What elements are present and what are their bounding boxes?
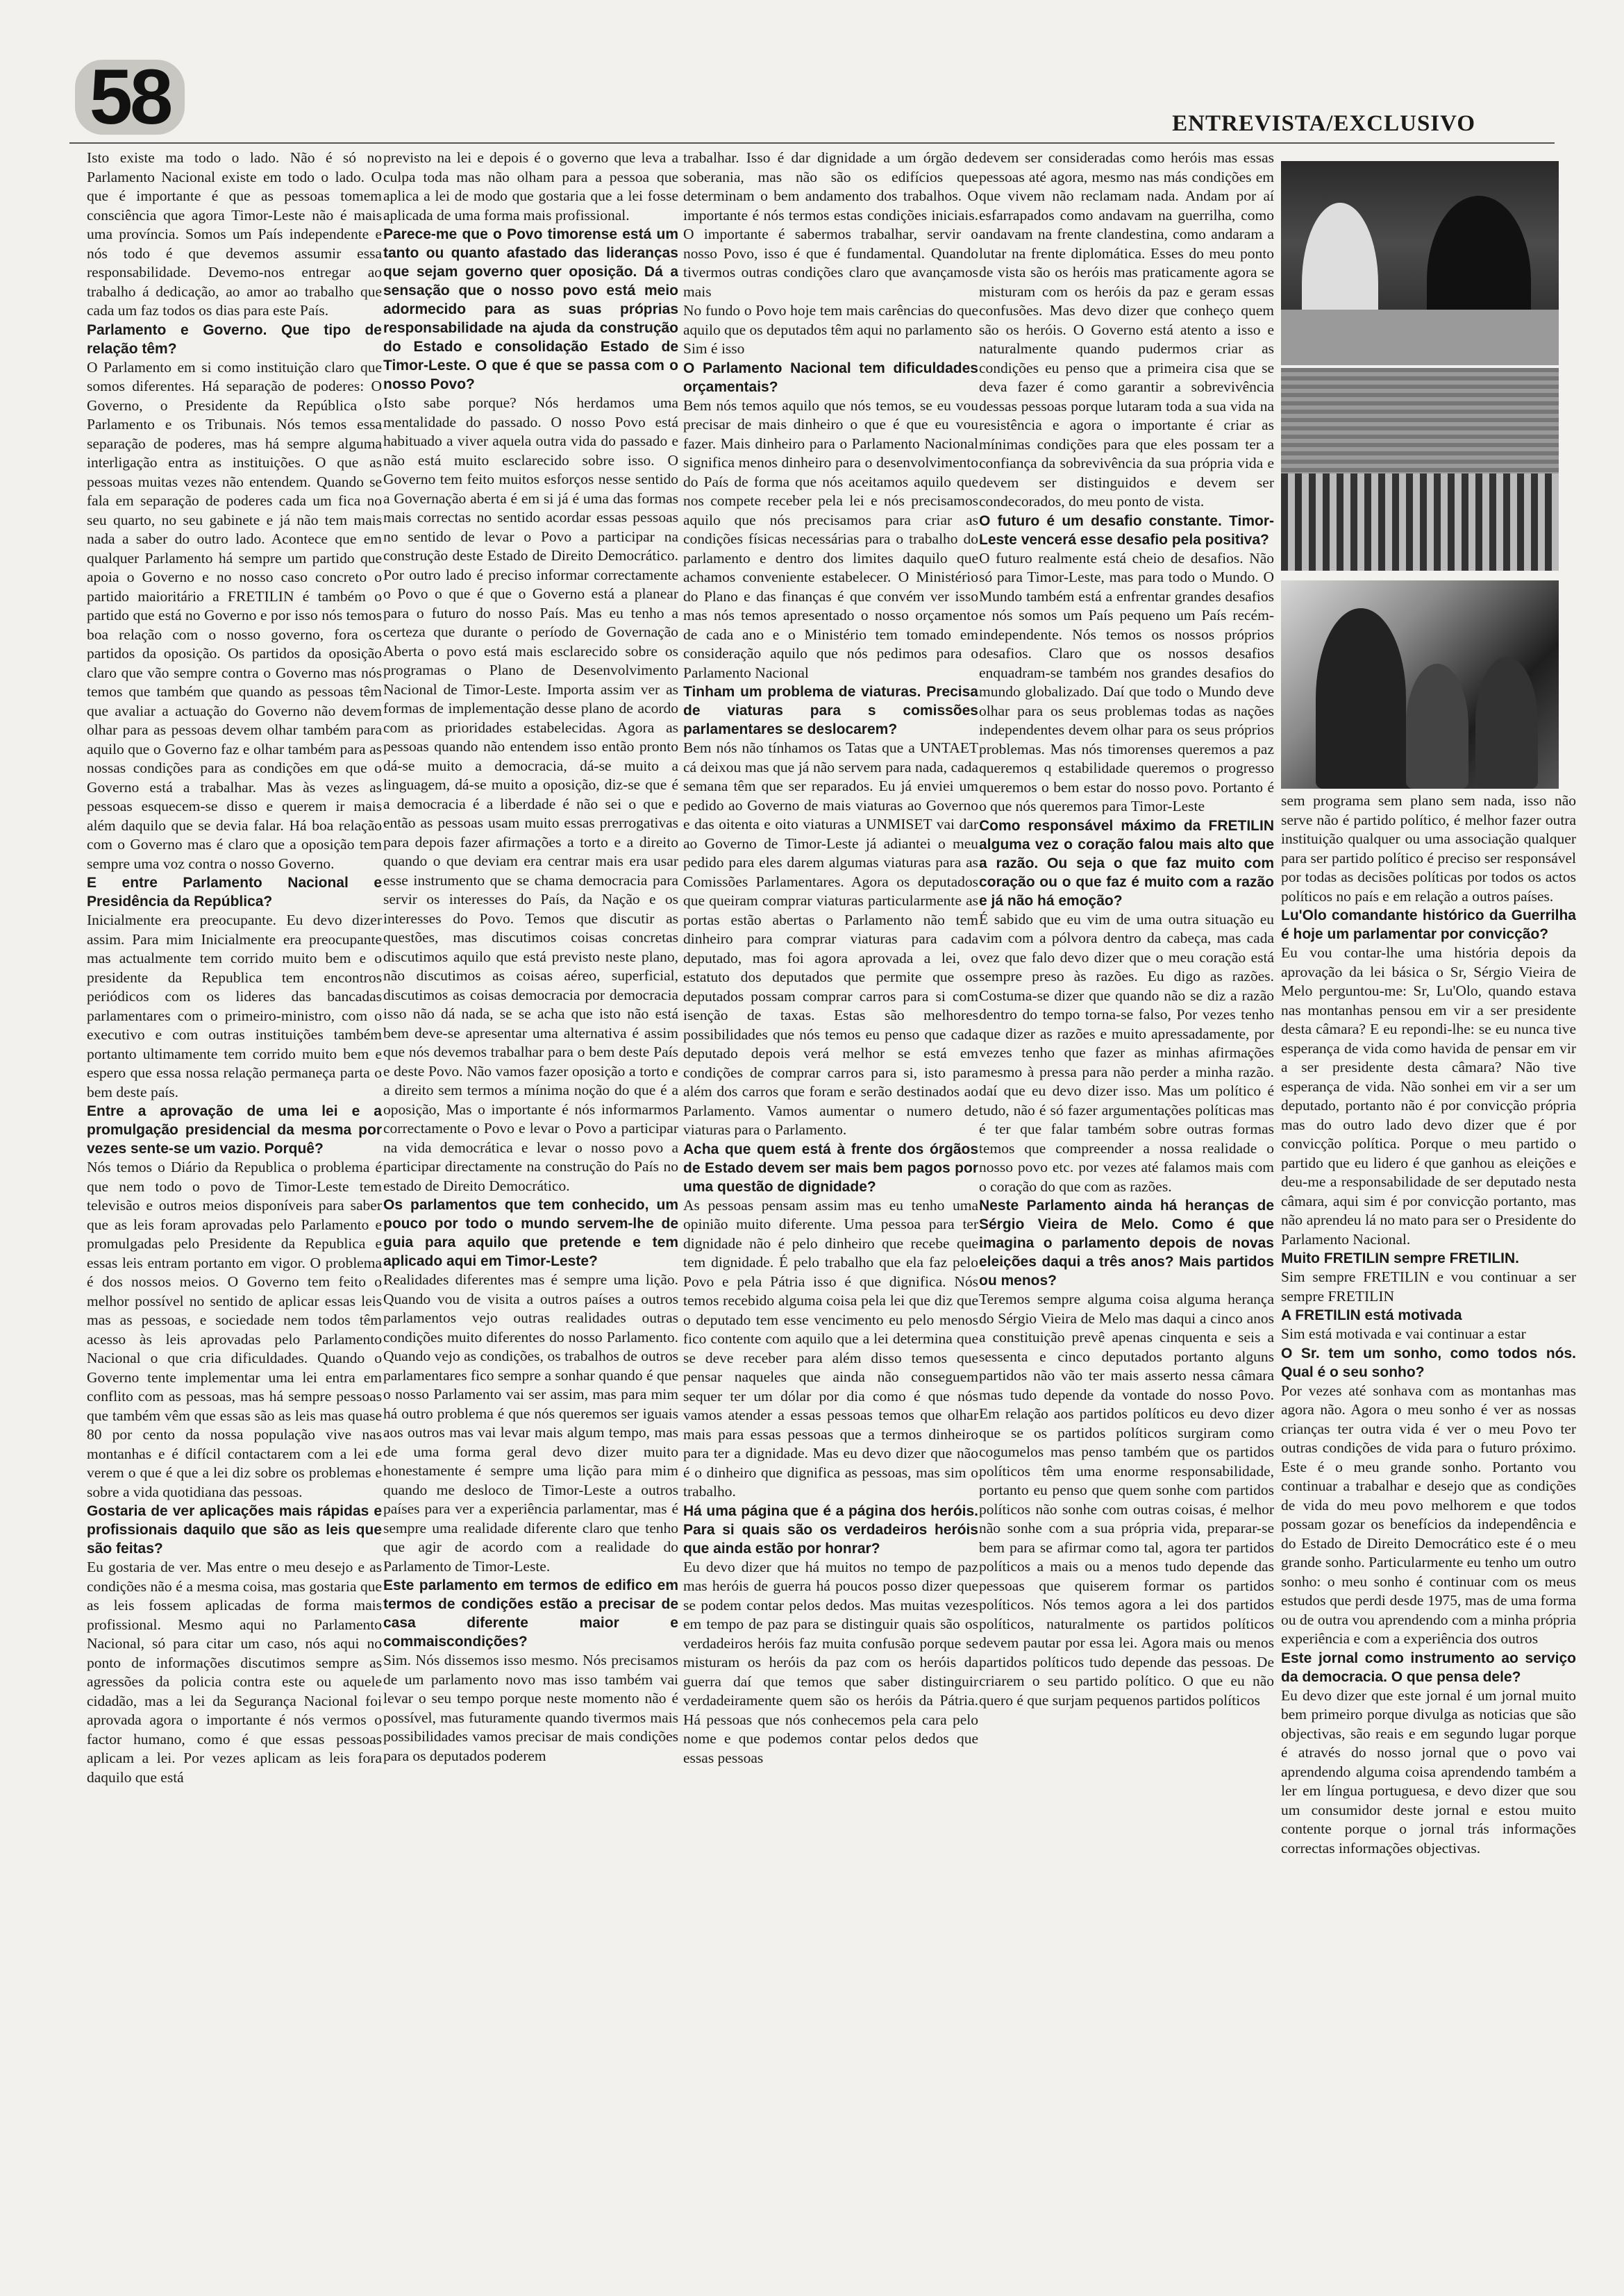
interview-question: Entre a aprovação de uma lei e a promulgação presidencial da mesma por vezes sente-se um vazio. Porquê? [87, 1103, 382, 1157]
interview-answer: Sim está motivada e vai continuar a estar [1281, 1325, 1526, 1342]
interview-question: Este parlamento em termos de edifico em termos de condições estão a precisar de casa diferente maior e commaiscondições? [383, 1577, 678, 1650]
article-column-1 [87, 149, 382, 2231]
interview-answer: O futuro realmente está cheio de desafios. Não só para Timor-Leste, mas para todo o Mundo. O Mundo também está a enfrentar grandes desafios e nós somos um País pequeno um País recém-independente. Nós temos os nossos próprios desafios. Claro que os nossos desafios enquadram-se também nos grandes desafios do mundo globalizado. Daí que todo o Mundo deve olhar para os seus problemas todas as nações independentes devem olhar para os seus próprios problemas. Mas nós timorenses queremos a paz queremos q estabilidade queremos o progresso queremos o bem estar do nosso povo. Portanto é o que nós queremos para Timor-Leste [979, 549, 1274, 814]
interview-question: Tinham um problema de viaturas. Precisa de viaturas para s comissões parlamentares se deslocarem? [683, 684, 978, 737]
interview-question: Há uma página que é a página dos heróis. Para si quais são os verdadeiros heróis que ainda estão por honrar? [683, 1502, 978, 1557]
interview-question: Este jornal como instrumento ao serviço da democracia. O que pensa dele? [1281, 1650, 1576, 1685]
interview-question: Neste Parlamento ainda há heranças de Sérgio Vieira de Melo. Como é que imagina o parlamento depois de novas eleições daqui a três anos? Mais partidos ou menos? [979, 1198, 1274, 1289]
interview-answer: Realidades diferentes mas é sempre uma lição. Quando vou de visita a outros países a outros parlamentos vejo outras realidades outras condições muito diferentes do nosso Parlamento. Quando vejo as condições, os trabalhos de outros parlamentares fico sempre a sonhar quando é que o nosso Parlamento vai ser assim, mas para mim há outro problema é que nós queremos ser iguais aos outros mas vai levar mais algum tempo, mas de uma forma geral devo dizer muito honestamente é sempre uma lição para mim quando me desloco de Timor-Leste a outros países para ver a experiência parlamentar, mas é sempre uma realidade diferente claro que tenho que agir de acordo com a realidade do Parlamento de Timor-Leste. [383, 1271, 678, 1575]
interview-answer: Sim sempre FRETILIN e vou continuar a ser sempre FRETILIN [1281, 1268, 1576, 1305]
photo-parliament-chamber [1281, 368, 1559, 571]
photo-chamber-seats [1281, 474, 1559, 571]
interview-question: A FRETILIN está motivada [1281, 1307, 1462, 1323]
interview-question: Lu'Olo comandante histórico da Guerrilha é hoje um parlamentar por convicção? [1281, 907, 1576, 942]
photo-figure-right [1475, 657, 1538, 789]
header-rule [69, 142, 1555, 144]
interview-question: Acha que quem está à frente dos órgãos de Estado devem ser mais bem pagos por uma questão de dignidade? [683, 1141, 978, 1195]
interview-answer: sem programa sem plano sem nada, isso não serve não é partido político, é melhor fazer outra instituição qualquer ou uma associação qualquer para ser partido político é preciso ser responsável por todas as decisões políticas por todos os actos políticos no país e em relação a outros países. [1281, 792, 1576, 905]
interview-answer: Por vezes até sonhava com as montanhas mas agora não. Agora o meu sonho é ver as nossas crianças ter outra vida é ver o meu Povo ter outras condições de vida para o futuro próximo. Este é o meu grande sonho. Portanto vou continuar a trabalhar e desejo que as condições de vida do meu povo melhorem e que todos possam gozar os benefícios da independência e do Estado de Direito Democrático este é o meu grande sonho. Particularmente eu tenho um outro sonho: o meu sonho é continuar com os meus estudos que perdi desde 1975, mas de uma forma ou de outra vou aprendendo com a minha própria experiência e com a experiência dos outros [1281, 1382, 1576, 1647]
interview-answer: Sim é isso [683, 340, 745, 357]
interview-question: Como responsável máximo da FRETILIN alguma vez o coração falou mais alto que a razão. Ou seja o que faz muito com coração ou o que faz é muito com a razão e já não há emoção? [979, 817, 1274, 909]
photo-figure-sunglasses [1316, 608, 1406, 789]
interview-answer: Eu gostaria de ver. Mas entre o meu desejo e as condições não é a mesma coisa, mas gostaria que as leis fossem aplicadas de forma mais profissional. Mesmo aqui no Parlamento Nacional, só para citar um caso, nós aqui no ponto de informações discutimos sempre as agressões da policia contra este ou aquele cidadão, mas a lei da Segurança Nacional foi aprovada agora o importante é nós vermos o factor humano, como é que essas pessoas aplicam a lei. Por vezes aplicam as leis fora daquilo que está [87, 1559, 382, 1786]
interview-answer: Eu devo dizer que este jornal é um jornal muito bem primeiro porque divulga as noticias que são objectivas, são reais e em segundo lugar porque é através do nosso jornal que o povo vai aprendendo alguma coisa aprendendo também a ler em língua portuguesa, e devo dizer que sou um consumidor deste jornal e estou muito contente porque o jornal trás informações correctas informações objectivas. [1281, 1686, 1576, 1857]
section-label: ENTREVISTA/EXCLUSIVO [1172, 111, 1475, 136]
interview-answer: Isto existe ma todo o lado. Não é só no Parlamento Nacional existe em todo o lado. O que é importante é que as pessoas tomem consciência que agora Timor-Leste não é mais uma província. Somos um País independente e nós todo é que devemos assumir essa responsabilidade. Devemo-nos entregar ao trabalho á dedicação, ao amor ao trabalho que cada um faz todos os dias para este País. [87, 149, 382, 319]
article-column-2 [383, 149, 678, 2231]
photo-figure-center [1406, 664, 1468, 789]
interview-question: O futuro é um desafio constante. Timor-Leste vencerá esse desafio pela positiva? [979, 512, 1274, 548]
article-column-5 [1281, 791, 1576, 2229]
photo-two-men-at-desk [1281, 161, 1559, 365]
interview-answer: devem ser consideradas como heróis mas essas pessoas até agora, mesmo nas más condições em que vivem não reclamam nada. Andam por aí esfarrapados como andavam na guerrilha, como andavam na frente clandestina, como andaram a lutar na frente diplomática. Esses do meu ponto de vista são os heróis mas praticamente agora se misturam com os heróis da paz e geram essas confusões. Mas devo dizer que conheço quem são os heróis. O Governo está atento a isso e naturalmente quando pudermos criar as condições eu penso que a primeira cisa que se deva fazer é como garantir a sobrevivência dessas pessoas porque lutaram toda a sua vida na resistência e agora o importante é criar as mínimas condições para que eles possam ter a confiança da sobrevivência da sua própria vida e devem ser distinguidos e devem ser condecorados, do meu ponto de vista. [979, 149, 1274, 510]
interview-question: O Sr. tem um sonho, como todos nós. Qual é o seu sonho? [1281, 1345, 1576, 1380]
interview-question: O Parlamento Nacional tem dificuldades orçamentais? [683, 360, 978, 395]
interview-answer: O Parlamento em si como instituição claro que somos diferentes. Há separação de poderes: O Governo, o Presidente da República o Parlamento e os Tribunais. Nós temos essa separação de poderes, mas há sempre alguma interligação entra as instituições. O que as pessoas muitas vezes não entendem. Quando se fala em separação de poderes cada um fica no seu quarto, no seu gabinete e já não tem mais nada a saber do outro lado. Acontece que em qualquer Parlamento há sempre um partido que apoia o Governo e no nosso caso concreto o partido maioritário a FRETILIN é também o partido que está no Governo e por isso nós temos boa relação com o nosso governo, fora os partidos da oposição. Os partidos da oposição claro que vão sempre contra o Governo mas nós temos que também que quando as pessoas têm que avaliar a actuação do Governo não devem olhar para as pessoas devem olhar também para aquilo que o Governo faz e olhar também para as nossas condições para as condições em que o Governo está a trabalhar. Mas às vezes as pessoas esquecem-se disso e querem ir mais além daquilo que se devia falar. Há boa relação com o Governo mas é claro que a oposição tem sempre uma voz contra o nosso Governo. [87, 358, 382, 872]
interview-answer: As pessoas pensam assim mas eu tenho uma opinião muito diferente. Uma pessoa para ter dignidade não é pelo dinheiro que recebe que tem dignidade. É pelo trabalho que ela faz pelo Povo e pela Pátria isso é que dignifica. Nós temos recebido alguma coisa pela lei que diz que o deputado tem esse vencimento eu pelo menos fico contente com aquilo que a lei determina que se deve receber para além disso temos que pensar naqueles que ainda não conseguem sequer ter um dólar por dia como é que nós vamos atender a essas pessoas temos que olhar mais para essas pessoas que a termos dinheiro para ter a dignidade. Mas eu devo dizer que não é o dinheiro que dignifica as pessoas, mas sim o trabalho. [683, 1196, 978, 1500]
interview-answer: Bem nós não tínhamos os Tatas que a UNTAET cá deixou mas que já não servem para nada, cada semana têm que ser reparados. Eu já enviei um pedido ao Governo de mais viaturas ao Governo e das oitenta e oito viaturas a UNMISET vai dar ao Governo de Timor-Leste já adiantei o meu pedido para eles darem algumas viaturas para as Comissões Parlamentares. Agora os deputados que queiram comprar viaturas particularmente as portas estão abertas o Parlamento não tem dinheiro para comprar viaturas para cada deputado, mas foi agora aprovada a lei, o estatuto dos deputados que permite que os deputados possam comprar carros para si com isenção de taxas. Estas são melhores possibilidades que nós temos eu penso que cada deputado depois verá melhor se está em condições de comprar carros para si, isto para além dos carros que foram e serão destinados ao Parlamento. Vamos aumentar o numero de viaturas para o Parlamento. [683, 739, 978, 1138]
page-number: 58 [75, 60, 185, 135]
interview-question: Muito FRETILIN sempre FRETILIN. [1281, 1250, 1520, 1266]
interview-answer: É sabido que eu vim de uma outra situação eu vim com a pólvora dentro da cabeça, mas cada vez que falo devo dizer que o meu coração está sempre preso às razões. Eu digo as razões. Costuma-se dizer que quando não se diz a razão dentro do tempo torna-se falso, Por vezes tenho que dizer as razões e muito apressadamente, por vezes tenho que fazer as minhas afirmações mesmo à pressa para não perder a minha razão. daí que eu devo dizer isso. Mas um político é tudo, não é só fazer argumentações políticas mas é ter que falar também sobre outras formas temos que compreender a nossa realidade o nosso povo etc. por vezes até falamos mais com o coração do que com as razões. [979, 910, 1274, 1195]
interview-answer: Isto sabe porque? Nós herdamos uma mentalidade do passado. O nosso Povo está habituado a viver aquela outra vida do passado e não está muito esclarecido sobre isso. O Governo tem feito muitos esforços nesse sentido a Governação aberta é em si já é uma das formas mais correctas no sentido acordar essas pessoas no sentido de levar o Povo a participar na construção deste Estado de Direito Democrático. Por outro lado é preciso informar correctamente o Povo o que é que o Governo está a planear para o futuro do nosso País. Mas eu tenho a certeza que durante o período de Governação Aberta o povo está mais esclarecido sobre os programas o Plano de Desenvolvimento Nacional de Timor-Leste. Importa assim ver as formas de implementação desse plano de acordo com as prioridades estabelecidas. Agora as pessoas quando não entendem isso então pronto dá-se muito a democracia, dá-se muito a linguagem, dá-se muito a oposição, diz-se que é a democracia é a liberdade é não sei o que e então as pessoas usam muito essas prerrogativas para depois fazer afirmações a torto e a direito quando o que deviam era centrar mais era usar esse instrumento que se chama democracia para servir os interesses do País, da Nação e os interesses do Povo. Temos que discutir as questões, mas discutimos coisas concretas discutimos aquilo que está previsto neste plano, não discutimos as coisas aéreo, superficial, discutimos as coisas democracia por democracia isso não dá nada, se se acha que isto não está bem deve-se apresentar uma alternativa é assim que nós devemos trabalhar para o bem deste País e deste Povo. Não vamos fazer oposição a torto e a direito sem termos a mínima noção do que é a oposição, Mas o importante é nós informarmos correctamente o Povo e levar o Povo a participar na vida democrática e levar o nosso povo a participar directamente na construção do País no estado de Direito Democrático. [383, 394, 678, 1194]
interview-question: Parlamento e Governo. Que tipo de relação têm? [87, 321, 382, 357]
interview-answer: Eu vou contar-lhe uma história depois da aprovação da lei básica o Sr, Sérgio Vieira de Melo perguntou-me: Sr, Lu'Olo, quando estava nas montanhas pensou em vir a ser presidente desta câmara? E eu repondi-lhe: se eu nunca tive esperança de vida como havida de pensar em vir a ser presidente desta câmara? Não tive esperança de vida. Não sonhei em vir a ser um deputado, portanto não é por convicção própria mas do outro lado devo dizer que é por convicção política. Porque o meu partido o partido que eu lidero é que ganhou as eleições e deu-me a responsabilidade de ser deputado nesta câmara, aqui sim é por convicção portanto, mas não aprendeu lá no mato para ser o Presidente do Parlamento Nacional. [1281, 944, 1576, 1248]
interview-answer: Nós temos o Diário da Republica o problema é que nem todo o povo de Timor-Leste tem televisão e outros meios disponíveis para saber que as leis foram aprovadas pelo Parlamento e promulgadas pelo Presidente da Republica e essas leis entram portanto em vigor. O problema é dos nossos meios. O Governo tem feito o melhor possível no sentido de aplicar essas leis mas as pessoas, e sociedade nem todos têm acesso às leis aprovadas pelo Parlamento Nacional o que cria dificuldades. Quando o Governo tente implementar uma lei entra em conflito com as pessoas, mas há sempre pessoas que também vêm que essas são as leis mas quase 80 por cento da nossa população vive nas montanhas e é difícil contactarem com a lei e verem o que é que a lei diz sobre os problemas e sobre a vida quotidiana das pessoas. [87, 1159, 382, 1500]
interview-question: Parece-me que o Povo timorense está um tanto ou quanto afastado das lideranças que sejam governo quer oposição. Dá a sensação que o nosso povo está meio adormecido para as suas próprias responsabilidade na ajuda da construção do Estado e consolidação Estado de Timor-Leste. O que é que se passa com o nosso Povo? [383, 226, 678, 392]
photo-desk [1281, 310, 1559, 365]
interview-answer: Sim. Nós dissemos isso mesmo. Nós precisamos de um parlamento novo mas isso também vai levar o seu tempo porque neste momento não é possível, mas futuramente quando tivermos mais possibilidades vamos precisar de mais condições para os deputados poderem [383, 1652, 678, 1764]
article-column-4 [979, 149, 1274, 2231]
interview-question: E entre Parlamento Nacional e Presidência da República? [87, 875, 382, 910]
article-column-3 [683, 149, 978, 2231]
interview-question: Os parlamentos que tem conhecido, um pouco por todo o mundo servem-lhe de guia para aquilo que pretende e tem aplicado aqui em Timor-Leste? [383, 1197, 678, 1269]
interview-answer: Eu devo dizer que há muitos no tempo de paz mas heróis de guerra há poucos posso dizer que se podem contar pelos dedos. Mas muitas vezes em tempo de paz para se distinguir quais são os verdadeiros heróis faz muita confusão porque se misturam os heróis da paz com os heróis da guerra daí que temos que saber distinguir verdadeiramente quem são os heróis da Pátria. Há pessoas que nós conhecemos pela cara pelo nome e que podemos contar pelos dedos que essas pessoas [683, 1558, 978, 1766]
photo-ceremony-men [1281, 580, 1559, 789]
interview-answer: Bem nós temos aquilo que nós temos, se eu vou precisar de mais dinheiro o que é que eu vou fazer. Mais dinheiro para o Parlamento Nacional significa menos dinheiro para o desenvolvimento do País de forma que nós aceitamos aquilo que nos compete receber pela lei e nós precisamos aquilo que nós precisamos para criar as condições físicas necessárias para o trabalho do parlamento e dentro dos limites daquilo que achamos conveniente estabelecer. O Ministério do Plano e das finanças é que convém ver isso mas nós temos apresentado o nosso orçamento de cada ano e o Ministério tem tomado em consideração aquilo que nós pedimos para o Parlamento Nacional [683, 396, 978, 681]
interview-answer: previsto na lei e depois é o governo que leva a culpa toda mas não olham para a pessoa que aplica a lei de modo que gostaria que a lei fosse aplicada de uma forma mais profissional. [383, 149, 678, 224]
interview-answer: Teremos sempre alguma coisa alguma herança do Sérgio Vieira de Melo mas daqui a cinco anos a constituição prevê apenas cinquenta e seis a sessenta e cinco deputados portanto alguns partidos não vão ter mais asserto nessa câmara mas tudo depende da vontade do nosso Povo. Em relação aos partidos políticos eu devo dizer que se os partidos políticos surgiram como cogumelos mas penso também que os partidos políticos têm uma enorme responsabilidade, portanto eu penso que quem sonhe com partidos políticos não sonhe com outras coisas, é melhor não sonhe com a sua própria vida, preparar-se bem para se afirmar como tal, agora ter partidos políticos a mais ou a menos tudo depende das pessoas que quiserem formar os partidos políticos. Nós temos agora a lei dos partidos políticos, naturalmente os partidos políticos devem pautar por essa lei. Agora mais ou menos partidos políticos tudo depende das pessoas. De criarem o seu partido político. O que eu não quero é que surjam pequenos partidos políticos [979, 1291, 1274, 1709]
interview-answer: Inicialmente era preocupante. Eu devo dizer assim. Para mim Inicialmente era preocupante mas actualmente tem corrido muito bem e o presidente da Republica tem encontros periódicos com os lideres das bancadas parlamentares com o primeiro-ministro, com o executivo e com outras instituições também portanto ultimamente tem corrido muito bem e espero que essa nossa relação permaneça parta o bem deste país. [87, 912, 382, 1100]
interview-answer: trabalhar. Isso é dar dignidade a um órgão de soberania, mas não são os edifícios que determinam o bem andamento dos trabalhos. O importante é nós termos estas condições iniciais. O importante é sabermos trabalhar, servir o nosso Povo, isso é que é fundamental. Quando tivermos outras condições claro que avançamos mais [683, 149, 978, 300]
interview-answer: No fundo o Povo hoje tem mais carências do que aquilo que os deputados têm aqui no parlamento [683, 302, 978, 338]
interview-question: Gostaria de ver aplicações mais rápidas e profissionais daquilo que são as leis que são feitas? [87, 1503, 382, 1557]
